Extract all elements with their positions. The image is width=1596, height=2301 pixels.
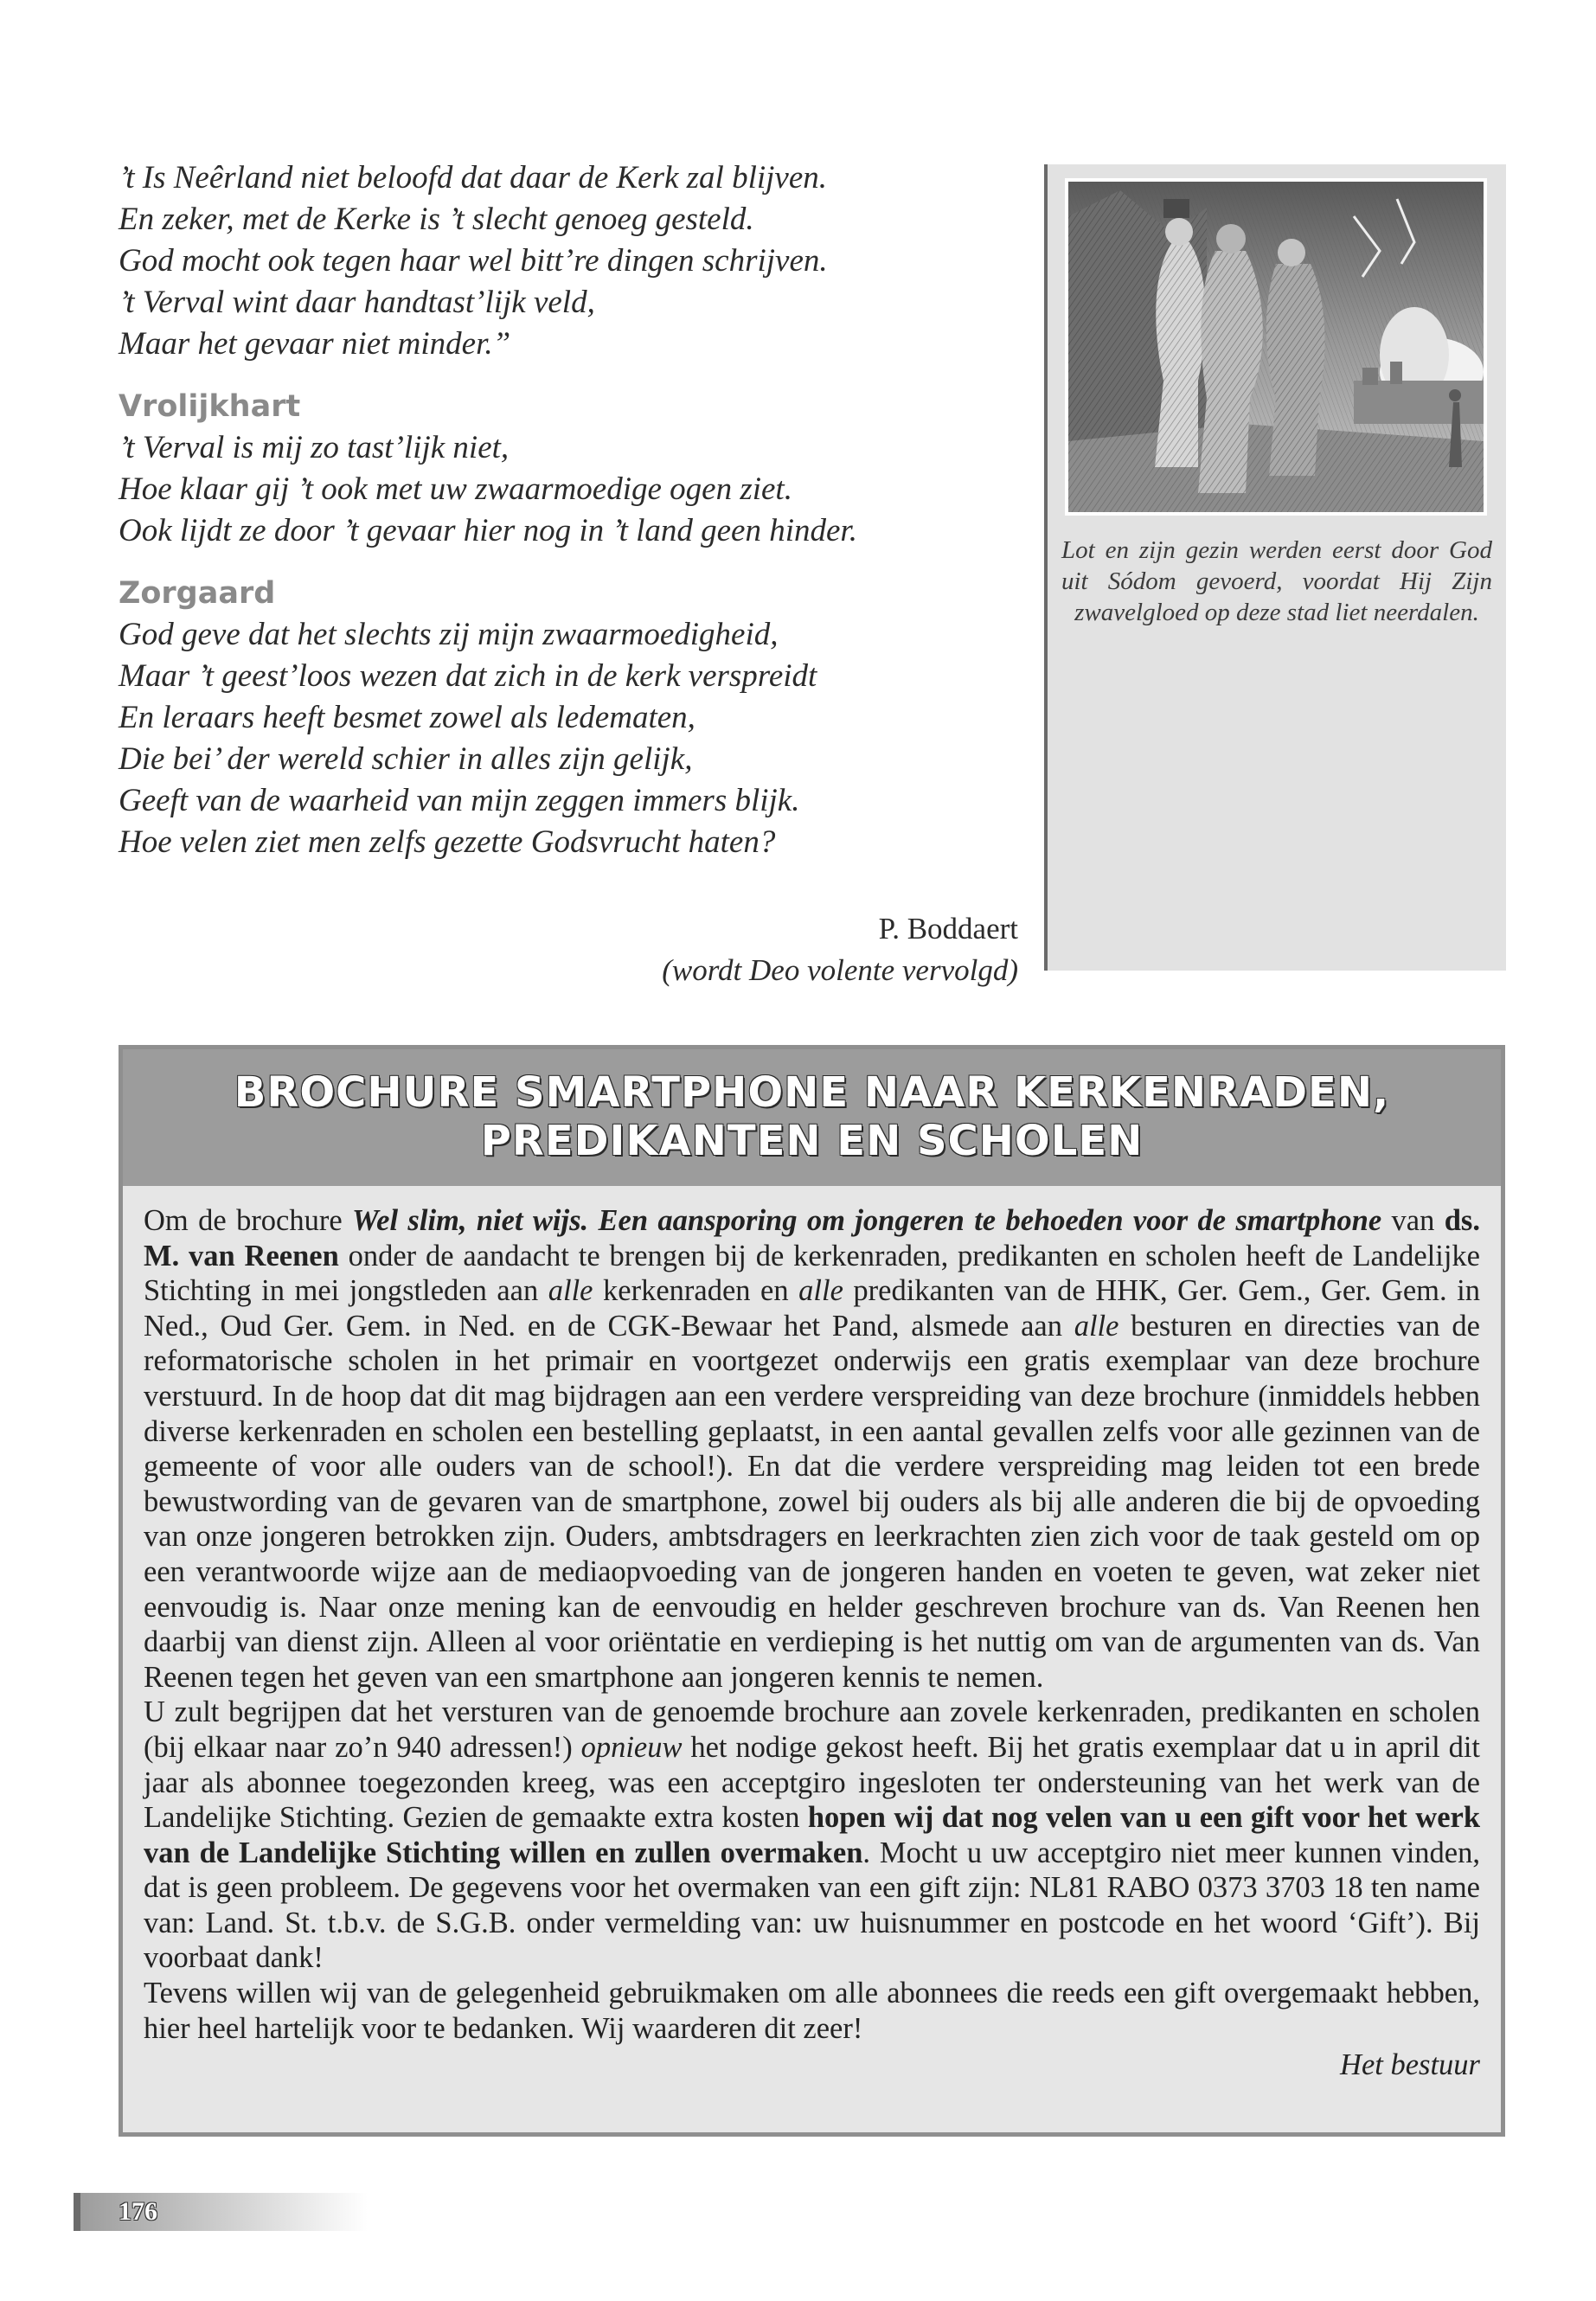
article-paragraph [144, 1695, 1480, 1976]
article-header [123, 1049, 1501, 1186]
emphasis: alle [1074, 1309, 1119, 1343]
speaker-name: Vrolijkhart [119, 389, 301, 424]
emphasis: alle [548, 1274, 593, 1308]
brochure-title: Wel slim, niet wijs. Een aansporing om jongeren te behoeden voor de smartphone [352, 1204, 1382, 1237]
illustration-sidebar [1044, 164, 1506, 971]
page-number-tick [74, 2193, 80, 2231]
article-title-line2: PREDIKANTEN EN SCHOLEN [480, 1117, 1144, 1165]
article-body [144, 1203, 1480, 2083]
text-run: het nodige gekost heeft. Bij het gratis exemplaar dat u in april dit jaar als abonnee toegezonden kreeg, was een acceptgiro ingesloten ter ondersteuning van het werk van de Landelijke Stichting. Gezien de gemaakte extra kosten [144, 1730, 1480, 1835]
article-signoff: Het bestuur [1340, 2048, 1480, 2082]
text-run: van [1381, 1204, 1445, 1237]
article-paragraph [144, 1203, 1480, 1695]
text-run: Om de brochure [144, 1204, 353, 1237]
poem [119, 157, 1018, 863]
poem-signature [662, 908, 1018, 991]
article-box [119, 1045, 1505, 2137]
poem-line: ’t Verval is mij zo tast’lijk niet, [119, 430, 510, 465]
poem-line: ’t Verval wint daar handtast’lijk veld, [119, 285, 595, 320]
author-reference: ds. M. van Reenen [144, 1204, 1480, 1272]
text-run: onder de aandacht te brengen bij de kerkenraden, predikanten en scholen heeft de Landelijke Stichting in mei jongstleden aan [144, 1239, 1480, 1308]
text-run: besturen en directies van de reformatorische scholen in het primair en voortgezet onderwijs een gratis exemplaar van deze brochure verstuurd. In de hoop dat dit mag bijdragen aan een verdere verspreiding van deze brochure (inmiddels hebben diverse kerkenraden en scholen een bestelling geplaatst, in een aantal gevallen zelfs voor alle gezinnen van de gemeente of voor alle ouders van de school!). En dat die verdere verspreiding mag leiden tot een brede bewustwording van de gevaren van de smartphone, zowel bij ouders als bij alle anderen die bij de opvoeding van onze jongeren betrokken zijn. Ouders, ambtsdragers en leerkrachten zien zich voor de taak gesteld om op een verantwoorde wijze aan de mediaopvoeding van de jongeren handen en voeten te geven, wat zeker niet eenvoudig is. Naar onze mening kan de eenvoudig en helder geschreven brochure van ds. Van Reenen hen daarbij van dienst zijn. Alleen al voor oriëntatie en verdieping is het nuttig om van de argumenten van ds. Van Reenen tegen het geven van een smartphone aan jongeren kennis te nemen. [144, 1309, 1480, 1694]
poem-line: Die bei’ der wereld schier in alles zijn gelijk, [119, 741, 693, 777]
page-number: 176 [119, 2197, 157, 2226]
poem-line: Hoe klaar gij ’t ook met uw zwaarmoedige ogen ziet. [119, 471, 792, 507]
image-caption: Lot en zijn gezin werden eerst door God uit Sódom gevoerd, voordat Hij Zijn zwavelgloed op deze stad liet neerdalen. [1061, 536, 1492, 626]
poem-line: Maar het gevaar niet minder.” [119, 326, 511, 362]
page-number-bar [74, 2193, 368, 2231]
poem-line: Ook lijdt ze door ’t gevaar hier nog in ’t land geen hinder. [119, 513, 857, 548]
text-run: kerkenraden en [593, 1274, 799, 1308]
speaker-name: Zorgaard [119, 576, 276, 611]
article-title-line1: BROCHURE SMARTPHONE NAAR KERKENRADEN, [234, 1068, 1390, 1117]
poem-line: En leraars heeft besmet zowel als ledematen, [119, 700, 695, 735]
emphasis: alle [798, 1274, 843, 1308]
poem-line: Hoe velen ziet men zelfs gezette Godsvrucht haten? [119, 824, 776, 860]
text-run: predikanten van de HHK, Ger. Gem., Ger. Gem. in Ned., Oud Ger. Gem. in Ned. en de CGK-Bewaar het Pand, alsmede aan [144, 1274, 1481, 1343]
poem-line: ’t Is Neêrland niet beloofd dat daar de Kerk zal blijven. [119, 160, 828, 195]
stanza-gap [119, 365, 1018, 386]
poem-line: God mocht ook tegen haar wel bitt’re dingen schrijven. [119, 243, 828, 279]
engraving-image [1065, 178, 1487, 516]
continued-note: (wordt Deo volente vervolgd) [662, 953, 1018, 987]
author-name: P. Boddaert [878, 912, 1018, 945]
article-paragraph: Tevens willen wij van de gelegenheid gebruikmaken om alle abonnees die reeds een gift overgemaakt hebben, hier heel hartelijk voor te bedanken. Wij waarderen dit zeer! [144, 1977, 1480, 2045]
donation-appeal: hopen wij dat nog velen van u een gift voor het werk van de Landelijke Stichting willen en zullen overmaken [144, 1801, 1481, 1869]
poem-line: Geeft van de waarheid van mijn zeggen immers blijk. [119, 783, 800, 818]
engraving-illustration [1068, 182, 1484, 512]
poem-line: God geve dat het slechts zij mijn zwaarmoedigheid, [119, 617, 779, 652]
text-run: . Mocht u uw acceptgiro niet meer kunnen vinden, dat is geen probleem. De gegevens voor het overmaken van een gift zijn: NL81 RABO 0373 3703 18 ten name van: Land. St. t.b.v. de S.G.B. onder vermelding van: uw huisnummer en postcode en het woord ‘Gift’). Bij voorbaat dank! [144, 1836, 1480, 1975]
text-run: U zult begrijpen dat het versturen van de genoemde brochure aan zovele kerkenraden, predikanten en scholen (bij elkaar naar zo’n 940 adressen!) [144, 1695, 1480, 1764]
poem-line: Maar ’t geest’loos wezen dat zich in de kerk verspreidt [119, 658, 817, 694]
stanza-gap [119, 552, 1018, 573]
emphasis: opnieuw [580, 1730, 683, 1764]
poem-line: En zeker, met de Kerke is ’t slecht genoeg gesteld. [119, 202, 754, 237]
